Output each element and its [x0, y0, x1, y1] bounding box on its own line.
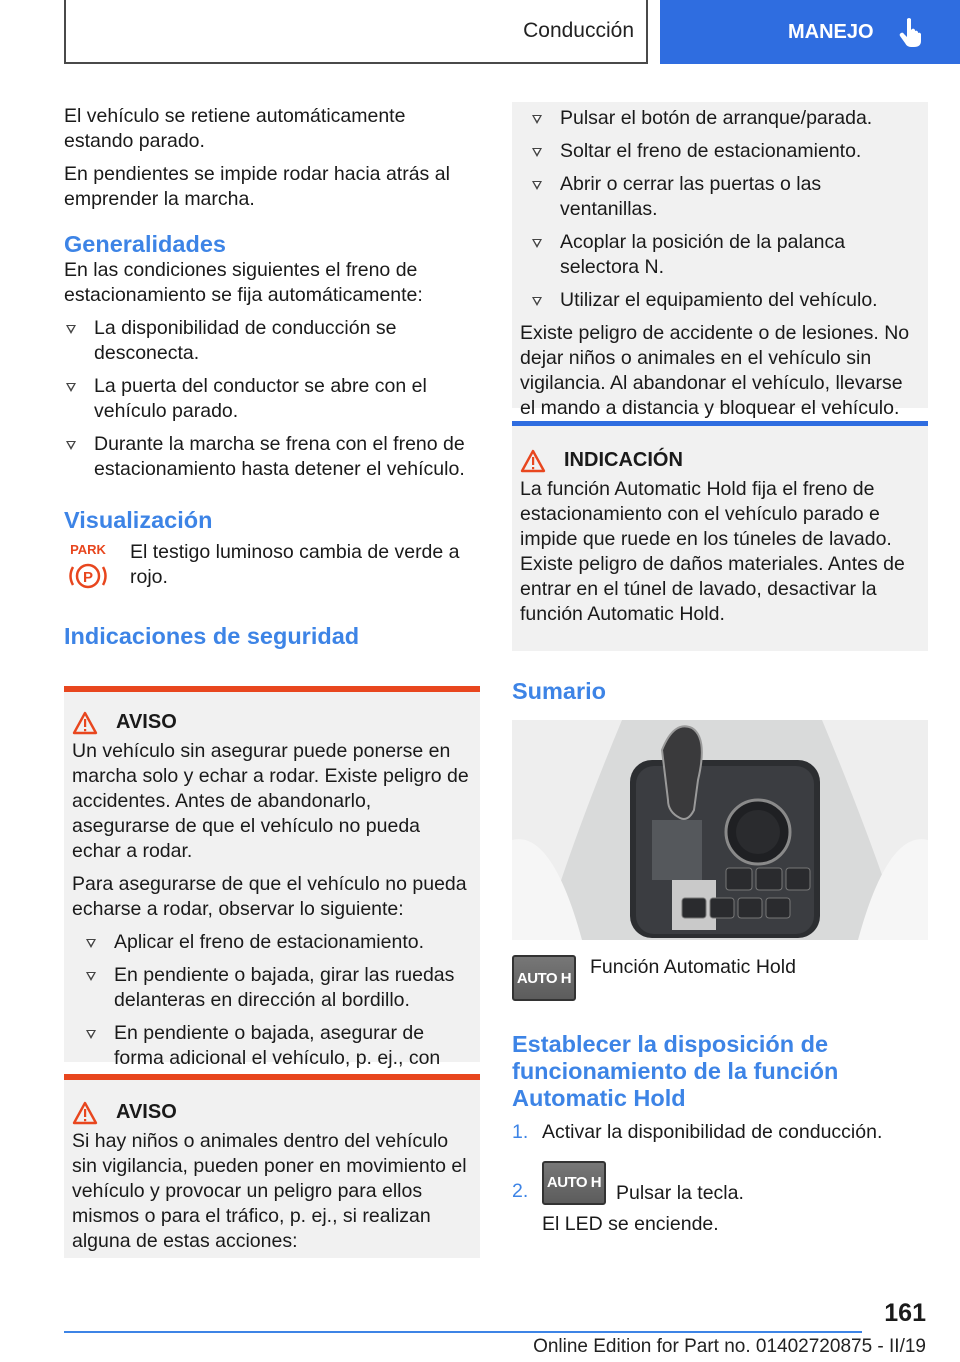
steps	[512, 1120, 928, 1237]
step-text: Activar la disponibilidad de conducción.	[542, 1121, 883, 1143]
aviso-header	[72, 710, 472, 735]
indicacion-text: La función Automatic Hold fija el freno de estacionamiento con el vehículo parado e impide que ruede en los túneles de lavado. Existe peligro de daños materiales. Antes de entrar en el túnel de lavado, desactivar la función Automatic Hold.	[520, 478, 905, 625]
aviso-title: AVISO	[116, 711, 177, 733]
bullet-triangle-icon	[86, 939, 96, 948]
header-chapter-tab	[660, 0, 960, 64]
auto-h-key-icon	[542, 1161, 606, 1205]
aviso-box-2	[64, 1080, 480, 1258]
list-item	[530, 172, 920, 222]
bullet-triangle-icon	[532, 297, 542, 306]
intro-paragraph-1: El vehículo se retiene automáticamente estando parado.	[64, 105, 406, 152]
list-item	[64, 374, 478, 424]
aviso-box-1	[64, 692, 480, 1069]
park-icon-letter: P	[82, 569, 94, 586]
park-icon-label: PARK	[70, 542, 106, 557]
auto-h-caption: Función Automatic Hold	[590, 956, 796, 978]
auto-h-caption-row	[512, 955, 796, 1001]
generalidades-text: En las condiciones siguientes el freno de estacionamiento se fija automáticamente:	[64, 259, 423, 306]
park-brake-icon	[64, 540, 112, 596]
aviso-header	[72, 1100, 472, 1125]
header-section-tab	[64, 0, 648, 64]
bullet-triangle-icon	[532, 115, 542, 124]
list-item	[530, 288, 920, 313]
indicacion-title: INDICACIÓN	[564, 449, 683, 471]
continuation-box	[512, 102, 928, 419]
list-item-text: Aplicar el freno de estacionamiento.	[114, 931, 425, 953]
list-item-text: Durante la marcha se frena con el freno de estacionamiento hasta detener el vehículo.	[94, 433, 465, 480]
header-section-label: Conducción	[523, 19, 634, 42]
list-item	[530, 230, 920, 280]
continuation-text: Existe peligro de accidente o de lesiones. No dejar niños o animales en el vehículo sin vigilancia. Al abandonar el vehículo, llevarse el mando a distancia y bloquear el vehículo.	[520, 322, 910, 419]
intro-paragraph-2: En pendientes se impide rodar hacia atrás al emprender la marcha.	[64, 163, 450, 210]
list-item-text: Utilizar el equipamiento del vehículo.	[560, 289, 878, 311]
aviso-paragraph-1: Un vehículo sin asegurar puede ponerse en marcha solo y echar a rodar. Existe peligro de accidentes. Antes de abandonarlo, asegurarse de que el vehículo no pueda echar a rodar.	[72, 740, 469, 862]
header-chapter-label: MANEJO	[788, 20, 874, 43]
list-item	[84, 963, 472, 1013]
step-item	[512, 1153, 928, 1206]
indicacion-box	[512, 426, 928, 651]
step-number: 2.	[512, 1180, 529, 1202]
bullet-triangle-icon	[532, 239, 542, 248]
warning-triangle-icon	[72, 711, 98, 735]
bullet-triangle-icon	[532, 148, 542, 157]
visualizacion-text: El testigo luminoso cambia de verde a rojo.	[130, 541, 460, 588]
aviso-title: AVISO	[116, 1101, 177, 1123]
sumario-heading: Sumario	[512, 678, 607, 704]
list-item	[530, 139, 920, 164]
list-item-text: La puerta del conductor se abre con el vehículo parado.	[94, 375, 427, 422]
list-item-text: En pendiente o bajada, girar las ruedas delanteras en dirección al bordillo.	[114, 964, 455, 1011]
list-item-text: Acoplar la posición de la palanca selectora N.	[560, 231, 846, 278]
aviso-paragraph-2: Para asegurarse de que el vehículo no pueda echarse a rodar, observar lo siguiente:	[72, 873, 467, 920]
warning-triangle-icon	[72, 1101, 98, 1125]
footer-divider	[64, 1331, 862, 1333]
generalidades-heading: Generalidades	[64, 231, 226, 257]
bullet-triangle-icon	[86, 972, 96, 981]
center-console-image	[512, 720, 928, 940]
visualizacion-heading: Visualización	[64, 507, 213, 533]
page-number: 161	[884, 1299, 926, 1327]
step-result: El LED se enciende.	[542, 1213, 719, 1235]
edition-text: Online Edition for Part no. 01402720875 - II/19	[533, 1336, 926, 1357]
seguridad-heading: Indicaciones de seguridad	[64, 623, 360, 649]
aviso-paragraph-1: Si hay niños o animales dentro del vehículo sin vigilancia, pueden poner en movimiento el vehículo y provocar un peligro para ellos mismos o para el tráfico, p. ej., si realizan alguna de estas acciones:	[72, 1130, 467, 1252]
list-item-text: Abrir o cerrar las puertas o las ventanillas.	[560, 173, 822, 220]
bullet-triangle-icon	[66, 325, 76, 334]
warning-triangle-icon	[520, 449, 546, 473]
left-column	[64, 104, 478, 650]
auto-h-key-label: AUTO H	[516, 969, 572, 987]
list-item	[530, 106, 920, 131]
step-text: Pulsar la tecla.	[616, 1182, 744, 1204]
visualizacion-row	[64, 540, 478, 596]
auto-h-key-label: AUTO H	[546, 1174, 602, 1191]
auto-h-key-icon	[512, 955, 576, 1001]
bullet-triangle-icon	[66, 383, 76, 392]
bullet-triangle-icon	[66, 441, 76, 450]
bullet-triangle-icon	[86, 1030, 96, 1039]
hand-pointer-icon	[898, 17, 924, 47]
step-item	[512, 1120, 928, 1145]
list-item-text: En pendiente o bajada, asegurar de forma adicional el vehículo, p. ej., con	[114, 1022, 441, 1069]
list-item	[84, 930, 472, 955]
establecer-heading: Establecer la disposición de funcionamiento de la función Automatic Hold	[512, 1031, 839, 1111]
indicacion-header	[520, 448, 920, 473]
list-item	[64, 316, 478, 366]
bullet-triangle-icon	[532, 181, 542, 190]
step-number: 1.	[512, 1121, 529, 1143]
list-item	[64, 432, 478, 482]
list-item-text: Soltar el freno de estacionamiento.	[560, 140, 862, 162]
list-item-text: La disponibilidad de conducción se desconecta.	[94, 317, 397, 364]
list-item-text: Pulsar el botón de arranque/parada.	[560, 107, 873, 129]
